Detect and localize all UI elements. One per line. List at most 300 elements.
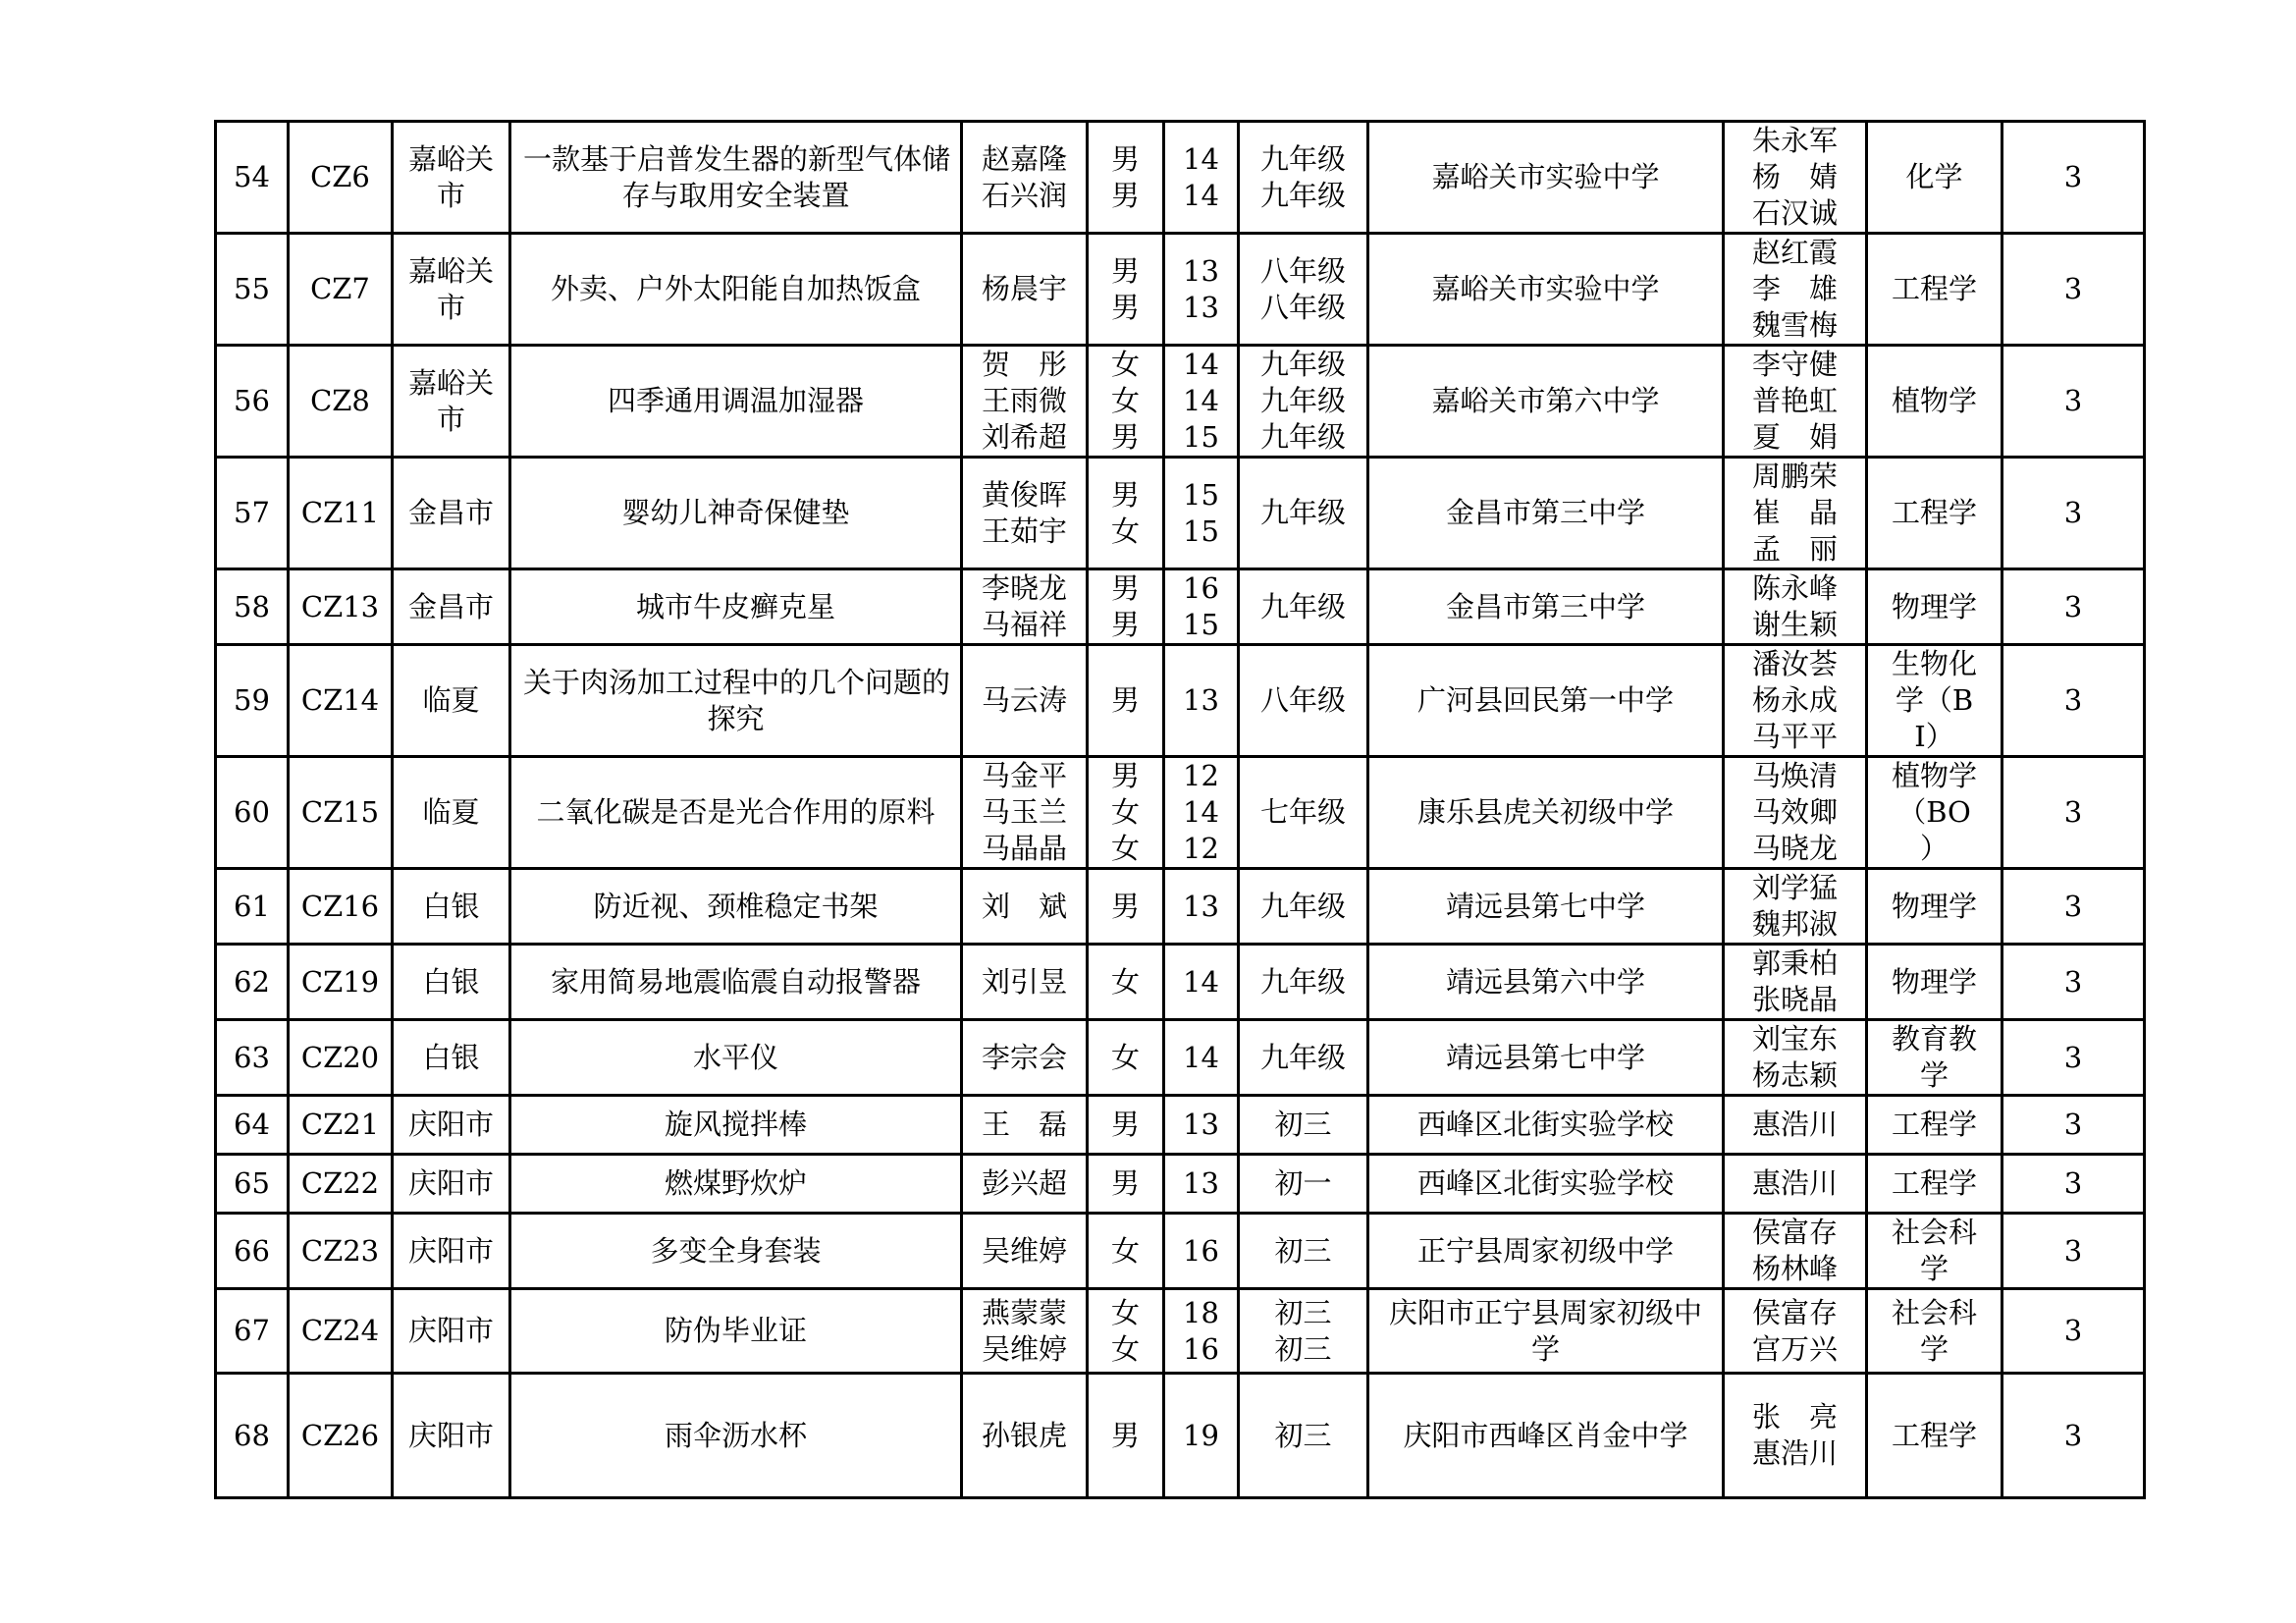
cell-school: 靖远县第七中学 [1368, 1020, 1724, 1096]
cell-region: 嘉峪关市 [393, 346, 510, 458]
cell-project-title [510, 122, 962, 234]
cell-teachers [1724, 569, 1867, 645]
genders-line: 女 [1110, 1295, 1140, 1329]
students-line: 吴维婷 [981, 1233, 1067, 1268]
cell-teachers [1724, 1214, 1867, 1289]
cell-school: 康乐县虎关初级中学 [1368, 757, 1724, 869]
cell-genders [1088, 346, 1164, 458]
grades-line: 九年级 [1259, 178, 1346, 212]
cell-ages [1164, 869, 1239, 945]
cell-subject: 植物学 [1867, 346, 2002, 458]
cell-code: CZ20 [289, 1020, 393, 1096]
table-row [216, 569, 2145, 645]
teachers-line: 朱永军 [1751, 124, 1838, 157]
genders-line: 女 [1110, 795, 1140, 829]
teachers-line: 惠浩川 [1751, 1436, 1838, 1470]
students-line: 黄俊晖 [981, 477, 1067, 512]
teachers-line: 崔 晶 [1751, 496, 1838, 529]
ages-line: 13 [1183, 253, 1219, 288]
table-row [216, 1096, 2145, 1155]
genders-line: 男 [1110, 141, 1140, 176]
cell-students [962, 346, 1088, 458]
ages-line: 19 [1183, 1418, 1219, 1452]
cell-grades [1239, 458, 1368, 569]
grades-line: 九年级 [1259, 384, 1346, 417]
grades-line: 八年级 [1259, 683, 1346, 717]
cell-project-title: 家用简易地震临震自动报警器 [510, 945, 962, 1020]
teachers-line: 普艳虹 [1751, 384, 1838, 417]
cell-ages [1164, 645, 1239, 757]
ages-line: 13 [1183, 683, 1219, 717]
genders-line: 男 [1110, 477, 1140, 512]
cell-region: 庆阳市 [393, 1374, 510, 1498]
genders-line: 男 [1110, 178, 1140, 212]
cell-score: 3 [2002, 945, 2145, 1020]
cell-score: 3 [2002, 1096, 2145, 1155]
cell-score: 3 [2002, 1020, 2145, 1096]
cell-grades [1239, 1289, 1368, 1374]
ages-line: 14 [1183, 384, 1219, 417]
grades-line: 初三 [1274, 1331, 1332, 1366]
cell-genders [1088, 1374, 1164, 1498]
cell-grades [1239, 757, 1368, 869]
teachers-line: 杨志颖 [1751, 1058, 1838, 1092]
cell-project-title [510, 645, 962, 757]
cell-school: 正宁县周家初级中学 [1368, 1214, 1724, 1289]
teachers-line: 马平平 [1751, 720, 1838, 753]
wrapped-line: 生物化 [1891, 647, 1977, 680]
cell-region: 嘉峪关市 [393, 234, 510, 346]
table-row [216, 458, 2145, 569]
students-line: 燕蒙蒙 [981, 1295, 1067, 1329]
teachers-line: 惠浩川 [1751, 1166, 1838, 1200]
cell-teachers [1724, 945, 1867, 1020]
cell-score: 3 [2002, 569, 2145, 645]
cell-number: 63 [216, 1020, 289, 1096]
cell-teachers [1724, 1155, 1867, 1214]
cell-number: 67 [216, 1289, 289, 1374]
cell-students [962, 234, 1088, 346]
cell-score: 3 [2002, 1155, 2145, 1214]
grades-line: 九年级 [1259, 496, 1346, 529]
cell-students [962, 1374, 1088, 1498]
cell-students [962, 945, 1088, 1020]
award-table [214, 120, 2146, 1499]
cell-teachers [1724, 458, 1867, 569]
cell-subject [1867, 1214, 2002, 1289]
cell-score: 3 [2002, 1374, 2145, 1498]
cell-number: 65 [216, 1155, 289, 1214]
cell-students [962, 569, 1088, 645]
cell-students [962, 645, 1088, 757]
table-row [216, 757, 2145, 869]
wrapped-line: ） [1919, 832, 1949, 865]
students-line: 马云涛 [981, 683, 1067, 717]
cell-genders [1088, 757, 1164, 869]
cell-genders [1088, 945, 1164, 1020]
teachers-line: 刘学猛 [1751, 871, 1838, 904]
cell-grades [1239, 569, 1368, 645]
teachers-line: 谢生颖 [1751, 608, 1838, 641]
ages-line: 14 [1183, 178, 1219, 212]
cell-project-title: 防伪毕业证 [510, 1289, 962, 1374]
cell-genders [1088, 458, 1164, 569]
cell-project-title: 外卖、户外太阳能自加热饭盒 [510, 234, 962, 346]
cell-code: CZ16 [289, 869, 393, 945]
teachers-line: 杨林峰 [1751, 1252, 1838, 1285]
students-line: 吴维婷 [981, 1331, 1067, 1366]
ages-line: 14 [1183, 1040, 1219, 1074]
students-line: 李晓龙 [981, 571, 1067, 605]
students-line: 刘引昱 [981, 964, 1067, 999]
students-line: 王茹宇 [981, 514, 1067, 548]
cell-subject: 工程学 [1867, 1155, 2002, 1214]
students-line: 孙银虎 [981, 1418, 1067, 1452]
cell-school: 嘉峪关市第六中学 [1368, 346, 1724, 458]
cell-code: CZ7 [289, 234, 393, 346]
students-line: 马玉兰 [981, 795, 1067, 829]
cell-subject: 工程学 [1867, 1374, 2002, 1498]
students-line: 刘希超 [981, 420, 1067, 454]
cell-school: 金昌市第三中学 [1368, 458, 1724, 569]
genders-line: 男 [1110, 759, 1140, 792]
cell-school: 庆阳市正宁县周家初级中学 [1368, 1289, 1724, 1374]
genders-line: 男 [1110, 290, 1140, 324]
teachers-line: 李 雄 [1751, 272, 1838, 305]
cell-code: CZ11 [289, 458, 393, 569]
cell-code: CZ26 [289, 1374, 393, 1498]
cell-number: 66 [216, 1214, 289, 1289]
ages-line: 16 [1183, 1331, 1219, 1366]
cell-school: 嘉峪关市实验中学 [1368, 234, 1724, 346]
grades-line: 初三 [1274, 1295, 1332, 1329]
grades-line: 九年级 [1259, 141, 1346, 176]
cell-ages [1164, 1289, 1239, 1374]
wrapped-line: 探究 [707, 701, 765, 735]
cell-region: 金昌市 [393, 458, 510, 569]
wrapped-line: 社会科 [1891, 1216, 1977, 1249]
cell-code: CZ19 [289, 945, 393, 1020]
teachers-line: 张 亮 [1751, 1400, 1838, 1434]
wrapped-line: 植物学 [1891, 759, 1977, 792]
cell-code: CZ14 [289, 645, 393, 757]
cell-grades [1239, 945, 1368, 1020]
genders-line: 男 [1110, 683, 1140, 717]
cell-students [962, 1096, 1088, 1155]
cell-score: 3 [2002, 645, 2145, 757]
cell-code: CZ6 [289, 122, 393, 234]
cell-region: 临夏 [393, 645, 510, 757]
cell-number: 59 [216, 645, 289, 757]
teachers-line: 马效卿 [1751, 795, 1838, 829]
cell-teachers [1724, 234, 1867, 346]
cell-ages [1164, 1096, 1239, 1155]
table-row [216, 945, 2145, 1020]
cell-subject: 工程学 [1867, 1096, 2002, 1155]
grades-line: 初三 [1274, 1418, 1332, 1452]
ages-line: 16 [1183, 571, 1219, 605]
ages-line: 15 [1183, 608, 1219, 641]
cell-number: 56 [216, 346, 289, 458]
cell-project-title: 婴幼儿神奇保健垫 [510, 458, 962, 569]
wrapped-line: 教育教 [1891, 1022, 1977, 1055]
genders-line: 女 [1110, 832, 1140, 865]
cell-score: 3 [2002, 869, 2145, 945]
teachers-line: 侯富存 [1751, 1216, 1838, 1249]
teachers-line: 马晓龙 [1751, 832, 1838, 865]
cell-number: 54 [216, 122, 289, 234]
cell-ages [1164, 234, 1239, 346]
ages-line: 15 [1183, 420, 1219, 454]
table-row [216, 1289, 2145, 1374]
table-row [216, 1214, 2145, 1289]
cell-region: 白银 [393, 945, 510, 1020]
genders-line: 女 [1110, 384, 1140, 417]
cell-code: CZ22 [289, 1155, 393, 1214]
table-row [216, 1155, 2145, 1214]
wrapped-line: 学 [1919, 1331, 1949, 1366]
grades-line: 九年级 [1259, 420, 1346, 454]
award-list-sheet [214, 120, 2143, 1499]
cell-number: 58 [216, 569, 289, 645]
ages-line: 13 [1183, 1108, 1219, 1141]
cell-ages [1164, 346, 1239, 458]
cell-students [962, 757, 1088, 869]
students-line: 马金平 [981, 759, 1067, 792]
teachers-line: 周鹏荣 [1751, 460, 1838, 493]
teachers-line: 潘汝荟 [1751, 647, 1838, 680]
genders-line: 男 [1110, 420, 1140, 454]
ages-line: 12 [1183, 832, 1219, 865]
teachers-line: 郭秉柏 [1751, 947, 1838, 980]
table-row [216, 234, 2145, 346]
cell-teachers [1724, 869, 1867, 945]
cell-students [962, 122, 1088, 234]
genders-line: 女 [1110, 1233, 1140, 1268]
ages-line: 14 [1183, 964, 1219, 999]
cell-ages [1164, 1374, 1239, 1498]
cell-region: 临夏 [393, 757, 510, 869]
wrapped-line: 一款基于启普发生器的新型气体储 [523, 141, 951, 176]
wrapped-line: 社会科 [1891, 1295, 1977, 1329]
grades-line: 七年级 [1259, 795, 1346, 829]
cell-region: 庆阳市 [393, 1289, 510, 1374]
genders-line: 女 [1110, 964, 1140, 999]
cell-teachers [1724, 346, 1867, 458]
teachers-line: 魏雪梅 [1751, 308, 1838, 342]
ages-line: 14 [1183, 795, 1219, 829]
students-line: 马晶晶 [981, 832, 1067, 865]
ages-line: 18 [1183, 1295, 1219, 1329]
cell-code: CZ24 [289, 1289, 393, 1374]
genders-line: 女 [1110, 514, 1140, 548]
ages-line: 15 [1183, 477, 1219, 512]
cell-number: 64 [216, 1096, 289, 1155]
cell-teachers [1724, 1374, 1867, 1498]
cell-subject: 工程学 [1867, 458, 2002, 569]
cell-code: CZ21 [289, 1096, 393, 1155]
genders-line: 男 [1110, 571, 1140, 605]
cell-project-title: 燃煤野炊炉 [510, 1155, 962, 1214]
cell-school: 金昌市第三中学 [1368, 569, 1724, 645]
cell-grades [1239, 1020, 1368, 1096]
cell-teachers [1724, 757, 1867, 869]
students-line: 赵嘉隆 [981, 141, 1067, 176]
cell-ages [1164, 945, 1239, 1020]
cell-genders [1088, 122, 1164, 234]
grades-line: 九年级 [1259, 889, 1346, 923]
genders-line: 女 [1110, 1040, 1140, 1074]
students-line: 杨晨宇 [981, 272, 1067, 305]
cell-teachers [1724, 1020, 1867, 1096]
students-line: 王 磊 [981, 1108, 1067, 1141]
cell-code: CZ23 [289, 1214, 393, 1289]
cell-students [962, 1020, 1088, 1096]
grades-line: 八年级 [1259, 253, 1346, 288]
teachers-line: 石汉诚 [1751, 196, 1838, 230]
cell-project-title: 多变全身套装 [510, 1214, 962, 1289]
wrapped-line: （BO [1897, 795, 1971, 829]
ages-line: 15 [1183, 514, 1219, 548]
cell-subject: 物理学 [1867, 945, 2002, 1020]
wrapped-line: 关于肉汤加工过程中的几个问题的 [523, 665, 951, 699]
cell-project-title: 雨伞沥水杯 [510, 1374, 962, 1498]
teachers-line: 张晓晶 [1751, 983, 1838, 1016]
cell-students [962, 869, 1088, 945]
cell-number: 62 [216, 945, 289, 1020]
cell-school: 广河县回民第一中学 [1368, 645, 1724, 757]
cell-project-title: 城市牛皮癣克星 [510, 569, 962, 645]
cell-region: 金昌市 [393, 569, 510, 645]
cell-grades [1239, 1155, 1368, 1214]
cell-grades [1239, 1374, 1368, 1498]
students-line: 马福祥 [981, 608, 1067, 641]
students-line: 贺 彤 [981, 348, 1067, 381]
cell-genders [1088, 569, 1164, 645]
cell-genders [1088, 645, 1164, 757]
cell-score: 3 [2002, 122, 2145, 234]
wrapped-line: I） [1914, 720, 1954, 753]
cell-teachers [1724, 1096, 1867, 1155]
teachers-line: 刘宝东 [1751, 1022, 1838, 1055]
students-line: 刘 斌 [981, 889, 1067, 923]
cell-region: 白银 [393, 1020, 510, 1096]
cell-genders [1088, 1155, 1164, 1214]
table-body [216, 122, 2145, 1498]
teachers-line: 李守健 [1751, 348, 1838, 381]
cell-project-title: 四季通用调温加湿器 [510, 346, 962, 458]
students-line: 李宗会 [981, 1040, 1067, 1074]
cell-code: CZ15 [289, 757, 393, 869]
grades-line: 九年级 [1259, 348, 1346, 381]
cell-school: 靖远县第六中学 [1368, 945, 1724, 1020]
cell-school: 西峰区北街实验学校 [1368, 1096, 1724, 1155]
genders-line: 女 [1110, 1331, 1140, 1366]
grades-line: 八年级 [1259, 290, 1346, 324]
table-row [216, 1020, 2145, 1096]
cell-grades [1239, 869, 1368, 945]
cell-teachers [1724, 122, 1867, 234]
wrapped-line: 学（B [1895, 683, 1974, 717]
ages-line: 12 [1183, 759, 1219, 792]
wrapped-line: 学 [1919, 1058, 1949, 1092]
cell-school: 靖远县第七中学 [1368, 869, 1724, 945]
table-row [216, 346, 2145, 458]
cell-score: 3 [2002, 458, 2145, 569]
cell-grades [1239, 645, 1368, 757]
teachers-line: 赵红霞 [1751, 236, 1838, 269]
cell-grades [1239, 234, 1368, 346]
cell-subject: 工程学 [1867, 234, 2002, 346]
genders-line: 男 [1110, 608, 1140, 641]
cell-students [962, 1155, 1088, 1214]
cell-subject [1867, 1289, 2002, 1374]
genders-line: 男 [1110, 1418, 1140, 1452]
cell-students [962, 458, 1088, 569]
teachers-line: 孟 丽 [1751, 532, 1838, 566]
cell-grades [1239, 122, 1368, 234]
cell-number: 55 [216, 234, 289, 346]
cell-grades [1239, 1096, 1368, 1155]
cell-number: 61 [216, 869, 289, 945]
cell-subject: 化学 [1867, 122, 2002, 234]
cell-ages [1164, 569, 1239, 645]
table-row [216, 869, 2145, 945]
grades-line: 初一 [1274, 1166, 1332, 1200]
teachers-line: 宫万兴 [1751, 1331, 1838, 1366]
teachers-line: 惠浩川 [1751, 1108, 1838, 1141]
ages-line: 13 [1183, 889, 1219, 923]
cell-subject: 物理学 [1867, 569, 2002, 645]
students-line: 彭兴超 [981, 1166, 1067, 1200]
cell-ages [1164, 122, 1239, 234]
cell-score: 3 [2002, 346, 2145, 458]
wrapped-line: 学 [1919, 1252, 1949, 1285]
cell-code: CZ8 [289, 346, 393, 458]
teachers-line: 马焕清 [1751, 759, 1838, 792]
cell-genders [1088, 1289, 1164, 1374]
teachers-line: 侯富存 [1751, 1295, 1838, 1329]
cell-genders [1088, 1096, 1164, 1155]
grades-line: 初三 [1274, 1108, 1332, 1141]
genders-line: 男 [1110, 1108, 1140, 1141]
genders-line: 男 [1110, 1166, 1140, 1200]
cell-grades [1239, 1214, 1368, 1289]
cell-project-title: 水平仪 [510, 1020, 962, 1096]
cell-number: 68 [216, 1374, 289, 1498]
grades-line: 初三 [1274, 1233, 1332, 1268]
cell-code: CZ13 [289, 569, 393, 645]
ages-line: 13 [1183, 1166, 1219, 1200]
cell-score: 3 [2002, 1289, 2145, 1374]
ages-line: 14 [1183, 141, 1219, 176]
teachers-line: 夏 娟 [1751, 420, 1838, 454]
cell-school: 嘉峪关市实验中学 [1368, 122, 1724, 234]
ages-line: 13 [1183, 290, 1219, 324]
table-row [216, 1374, 2145, 1498]
genders-line: 男 [1110, 253, 1140, 288]
cell-score: 3 [2002, 234, 2145, 346]
cell-score: 3 [2002, 757, 2145, 869]
cell-genders [1088, 869, 1164, 945]
cell-region: 嘉峪关市 [393, 122, 510, 234]
grades-line: 九年级 [1259, 964, 1346, 999]
cell-subject [1867, 757, 2002, 869]
cell-students [962, 1214, 1088, 1289]
cell-school: 庆阳市西峰区肖金中学 [1368, 1374, 1724, 1498]
cell-ages [1164, 1214, 1239, 1289]
cell-number: 60 [216, 757, 289, 869]
